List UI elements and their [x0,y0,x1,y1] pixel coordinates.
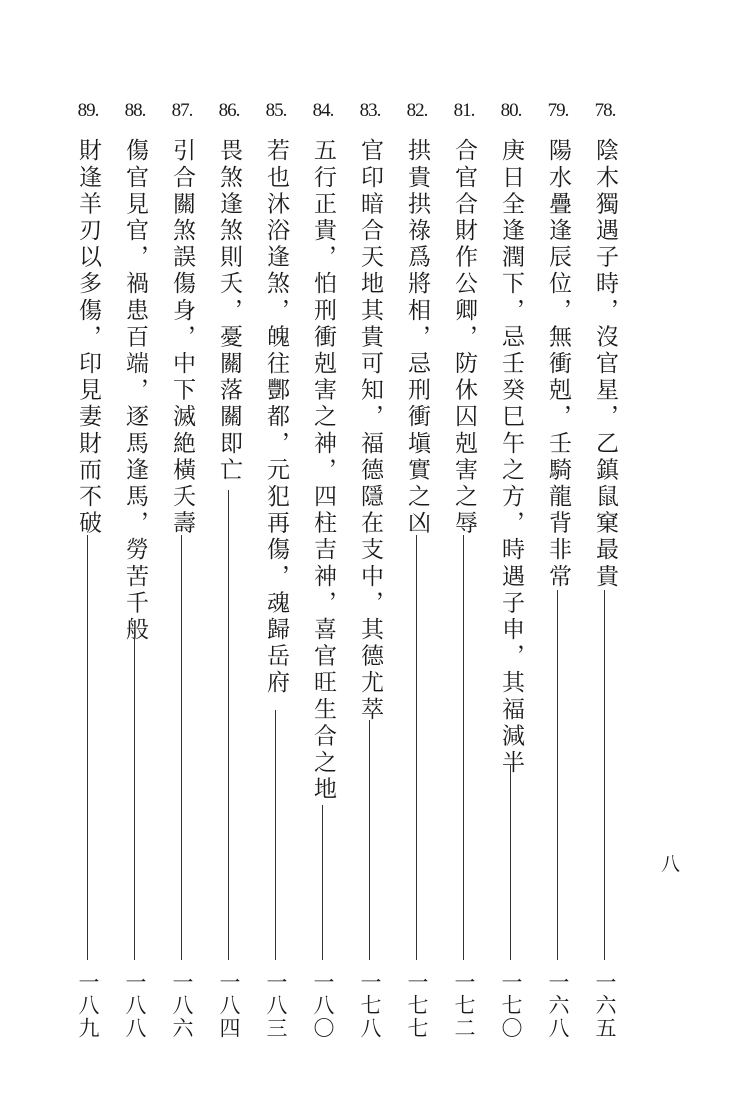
toc-entry [71,100,105,1040]
page-number: 一八八 [123,971,147,1040]
page-number: 一七〇 [499,971,523,1040]
toc-entry [400,100,434,1040]
leader-line [87,535,88,960]
entry-title: 畏煞逢煞則夭，憂關落關即亡 [216,138,242,484]
leader-line [134,630,135,960]
page-number: 一八四 [217,971,241,1040]
entry-title: 傷官見官，禍患百端，逐馬逢馬，勞苦千般 [122,138,148,644]
entry-title: 陰木獨遇子時，沒官星，乙鎮鼠窠最貴 [592,138,618,591]
entry-title: 財逢羊刃以多傷，印見妻財而不破 [75,138,101,537]
entry-number: 88. [124,100,146,121]
toc-entry [353,100,387,1040]
entry-title: 庚日全逢潤下，忌壬癸巳午之方，時遇子申，其福減半 [498,138,524,777]
toc-entry [259,100,293,1040]
page-number: 一八九 [76,971,100,1040]
page-number: 一六八 [546,971,570,1040]
entry-number: 81. [453,100,475,121]
entry-number: 83. [359,100,381,121]
entry-number: 89. [77,100,99,121]
entry-number: 85. [265,100,287,121]
leader-line [181,535,182,960]
page-number: 一八六 [170,971,194,1040]
entry-title: 官印暗合天地其貴可知，福德隱在支中，其德尤萃 [357,138,383,724]
toc-entry [588,100,622,1040]
leader-line [322,805,323,960]
leader-line [463,535,464,960]
entry-number: 82. [406,100,428,121]
leader-line [557,590,558,960]
page-number: 一七二 [452,971,476,1040]
leader-line [275,710,276,960]
page-number: 一七八 [358,971,382,1040]
page-number: 一八三 [264,971,288,1040]
toc-entry [212,100,246,1040]
toc-entry [165,100,199,1040]
folio-page-number: 八 [658,854,680,873]
toc-entry [118,100,152,1040]
entry-title: 合官合財作公卿，防休囚剋害之辱 [451,138,477,537]
entry-number: 86. [218,100,240,121]
entry-number: 79. [547,100,569,121]
entry-title: 陽水疊逢辰位，無衝剋，壬騎龍背非常 [545,138,571,591]
entry-title: 引合關煞誤傷身，中下滅絶橫夭壽 [169,138,195,537]
leader-line [510,765,511,960]
entry-number: 80. [500,100,522,121]
toc-entry [447,100,481,1040]
toc-entry [494,100,528,1040]
entry-number: 87. [171,100,193,121]
leader-line [369,720,370,960]
entry-title: 若也沐浴逢煞，魄往酆都，元犯再傷，魂歸岳府 [263,138,289,697]
entry-title: 拱貴拱祿爲將相，忌刑衝塡實之凶 [404,138,430,537]
entry-title: 五行正貴，怕刑衝剋害之神，四柱吉神，喜官旺生合之地 [310,138,336,803]
toc-entry [541,100,575,1040]
page-number: 一八〇 [311,971,335,1040]
entry-number: 84. [312,100,334,121]
page-number: 一七七 [405,971,429,1040]
page-number: 一六五 [593,971,617,1040]
leader-line [228,490,229,960]
entry-number: 78. [594,100,616,121]
leader-line [416,535,417,960]
toc-entry [306,100,340,1040]
leader-line [604,590,605,960]
